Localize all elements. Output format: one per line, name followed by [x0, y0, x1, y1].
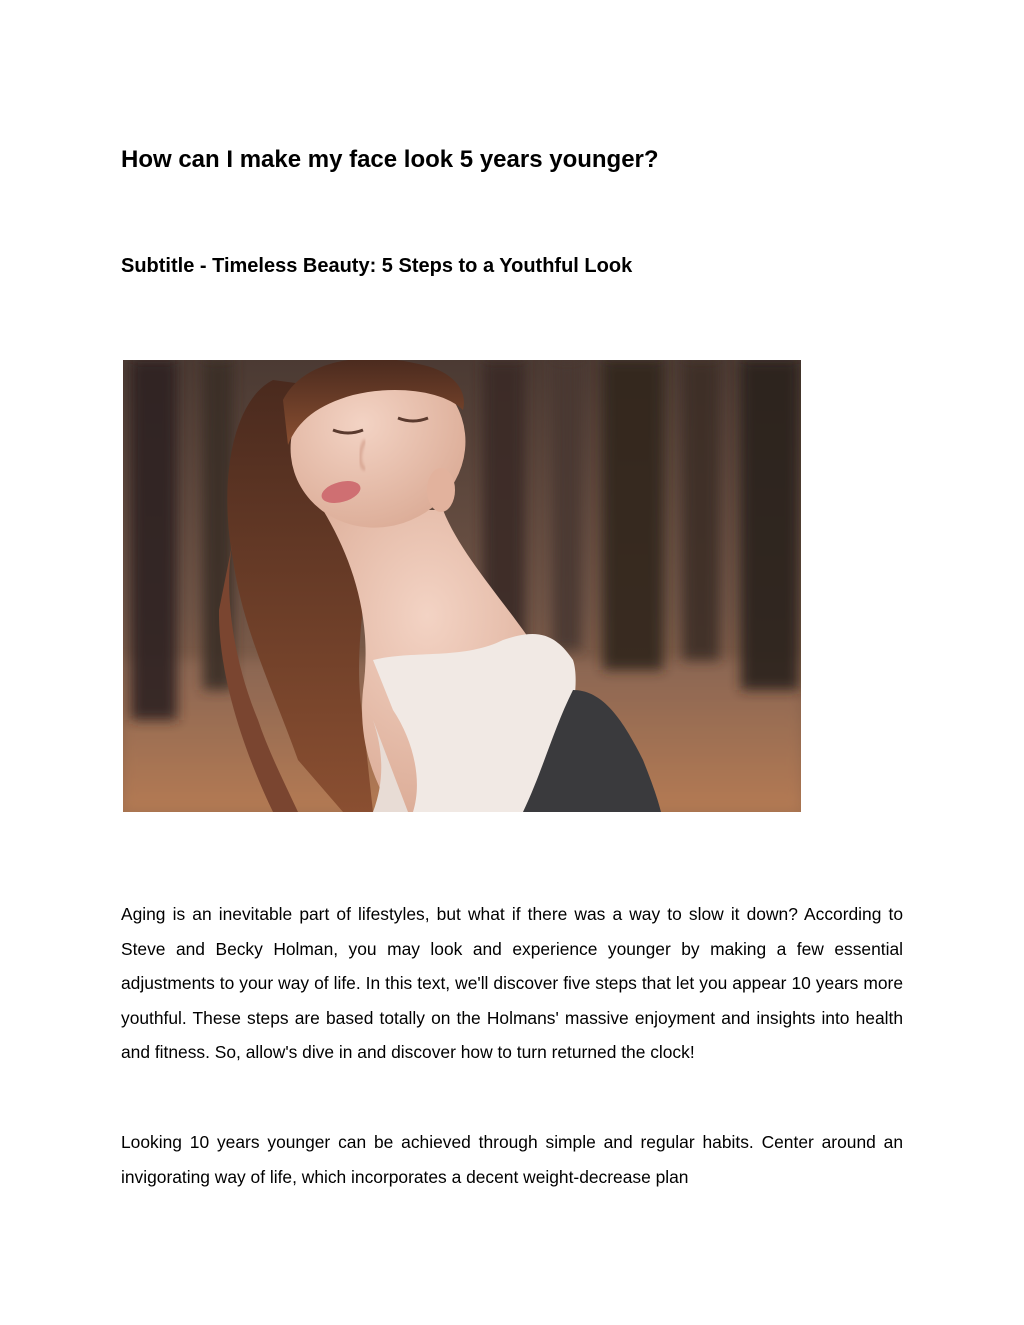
paragraph-intro: Aging is an inevitable part of lifestyles, but what if there was a way to slow it down? According to Steve and Becky Holman, you may look and experience younger by making a few essential adjustments to your way of life. In this text, we'll discover five steps that let you appear 10 years more youthful. These steps are based totally on the Holmans' massive enjoyment and insights into health and fitness. So, allow's dive in and discover how to turn returned the clock! — [121, 904, 903, 1063]
paragraph-habits: Looking 10 years younger can be achieved through simple and regular habits. Center around an invigorating way of life, which incorporates a decent weight-decrease plan — [121, 1132, 903, 1187]
article-photo — [123, 360, 801, 812]
page-title: How can I make my face look 5 years younger? — [121, 146, 659, 173]
woman-in-forest-image — [123, 360, 801, 812]
page-subtitle: Subtitle - Timeless Beauty: 5 Steps to a Youthful Look — [121, 255, 633, 277]
